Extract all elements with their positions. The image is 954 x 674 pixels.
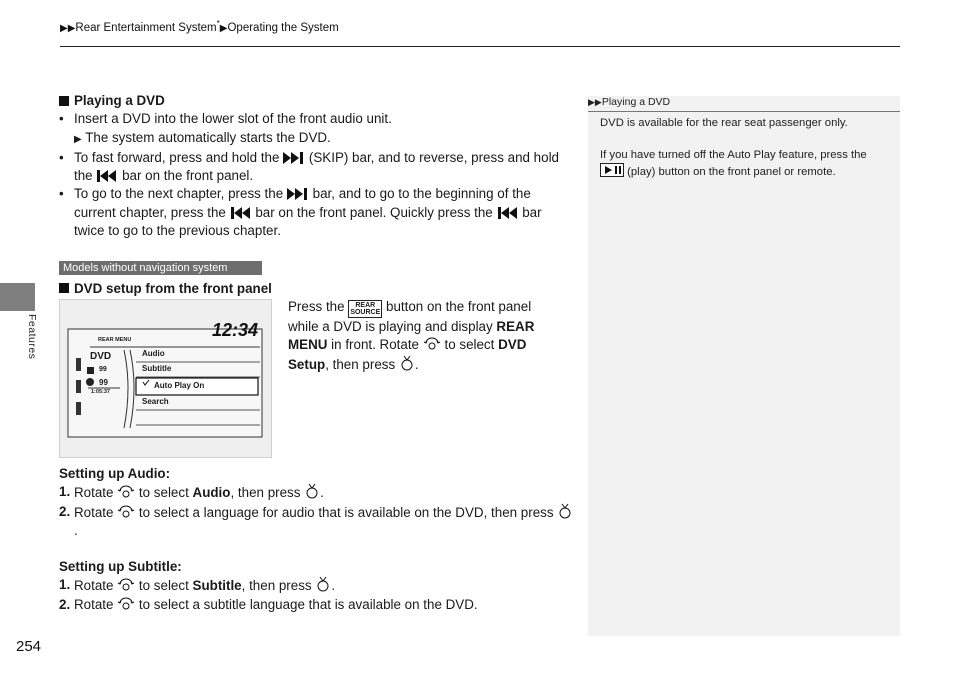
list-item: 2. Rotate to select a language for audio that is available on the DVD, then press . [59, 503, 574, 541]
audio-steps [59, 483, 574, 540]
chapter-label: Features [26, 314, 38, 360]
rear-source-button-icon: REAR SOURCE [350, 301, 381, 316]
rotate-knob-icon [117, 485, 135, 499]
subtitle-steps [59, 576, 574, 614]
list-item: 2. Rotate to select a subtitle language that is available on the DVD. [59, 596, 478, 612]
chapter-tab [0, 283, 35, 311]
section-heading: DVD setup from the front panel [59, 280, 574, 298]
list-item: • To go to the next chapter, press the bar, and to go to the beginning of the current chapter, press the bar on the front panel. Quickly press the bar twice to go to the previous chapter. [59, 185, 574, 240]
sidebar-note-1: DVD is available for the rear seat passenger only. [600, 117, 848, 129]
list-item: • Insert a DVD into the lower slot of the front audio unit. ▶ The system automatically starts the DVD. [59, 110, 574, 149]
screen-clock: 12:34 [212, 320, 259, 340]
rotate-knob-icon [423, 337, 441, 351]
screen-menu-audio[interactable]: Audio [142, 349, 165, 358]
list-item: 1. Rotate to select Subtitle, then press . [59, 577, 336, 594]
section-heading: Playing a DVD [59, 92, 574, 110]
footnote-star: * [216, 19, 220, 28]
play-pause-icon [600, 163, 624, 177]
rotate-knob-icon [117, 578, 135, 592]
header-rule [60, 46, 900, 47]
skip-forward-icon [283, 152, 305, 164]
screen-menu-search[interactable]: Search [142, 397, 169, 406]
breadcrumb-arrow-icon: ▶ [219, 22, 228, 34]
screen-menu-auto-play[interactable]: Auto Play On [154, 381, 205, 390]
subtitle-heading: Setting up Subtitle: [59, 559, 182, 575]
reference-arrow-icon: ▶▶ [588, 97, 602, 107]
screen-elapsed-time: 1:05:37 [91, 389, 110, 395]
audio-heading: Setting up Audio: [59, 466, 171, 481]
screen-dvd-label: DVD [90, 351, 112, 362]
sidebar-title[interactable]: Playing a DVD [601, 96, 671, 108]
breadcrumb-section[interactable]: Rear Entertainment System [75, 21, 217, 34]
rear-menu-screen-illustration [59, 299, 272, 458]
rotate-knob-icon [117, 505, 135, 519]
sidebar-heading [588, 96, 900, 112]
list-item: 1. Rotate to select Audio, then press . [59, 484, 324, 501]
skip-back-icon [96, 170, 118, 182]
page-number: 254 [16, 638, 42, 655]
breadcrumb-arrow-icon: ▶▶ [60, 22, 76, 34]
square-bullet-icon [59, 96, 69, 106]
screen-menu-subtitle[interactable]: Subtitle [142, 364, 172, 373]
breadcrumb-page[interactable]: Operating the System [227, 21, 339, 34]
model-tag: Models without navigation system [59, 261, 262, 275]
sidebar-note-2: If you have turned off the Auto Play feature, press the (play) button on the front panel or remote. [600, 149, 867, 178]
screen-audio-count: 99 [99, 366, 107, 373]
result-arrow-icon: ▶ [74, 133, 82, 145]
instruction-list [59, 110, 574, 240]
press-knob-icon [399, 355, 415, 371]
rotate-knob-icon [117, 597, 135, 611]
press-knob-icon [304, 483, 320, 499]
setup-paragraph: Press the REAR SOURCE button on the front panel while a DVD is playing and display REAR MENU in front. Rotate to select DVD Setup, then press . [288, 298, 535, 372]
list-item: • To fast forward, press and hold the (SKIP) bar, and to reverse, press and hold the bar on the front panel. [59, 149, 574, 186]
press-knob-icon [315, 576, 331, 592]
square-bullet-icon [59, 283, 69, 293]
press-knob-icon [557, 503, 573, 519]
screen-subtitle-count: 99 [99, 378, 108, 387]
skip-forward-icon [287, 188, 309, 200]
screen-menu-title: REAR MENU [98, 337, 132, 343]
breadcrumb [60, 19, 339, 34]
skip-back-icon [230, 207, 252, 219]
skip-back-icon [497, 207, 519, 219]
